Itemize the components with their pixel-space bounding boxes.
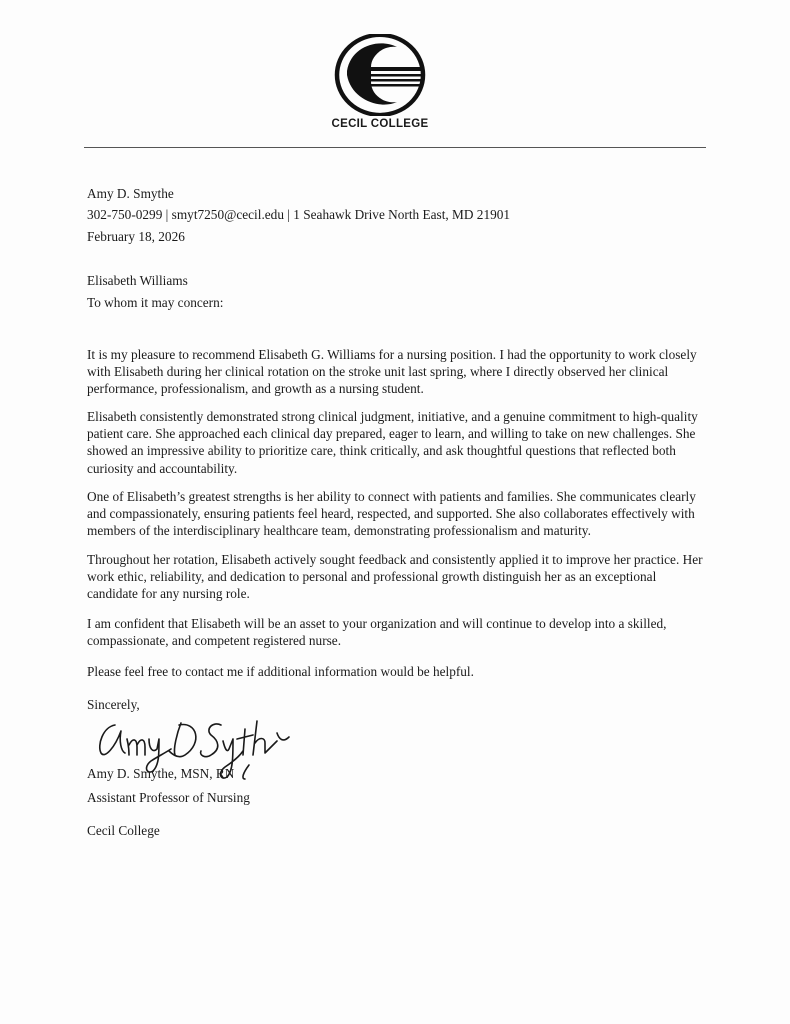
body-paragraph-6: Please feel free to contact me if additional information would be helpful. bbox=[87, 664, 474, 679]
salutation: To whom it may concern: bbox=[87, 295, 224, 310]
header-divider bbox=[84, 147, 706, 148]
signer-institution: Cecil College bbox=[87, 823, 160, 838]
paragraph-line: showed an impressive ability to prioritize care, think critically, and ask thoughtful questions that reflected both bbox=[87, 443, 676, 459]
recipient-name: Elisabeth Williams bbox=[87, 273, 188, 288]
sender-contact: 302-750-0299 | smyt7250@cecil.edu | 1 Seahawk Drive North East, MD 21901 bbox=[87, 207, 511, 222]
letter-date: February 18, 2026 bbox=[87, 229, 185, 244]
paragraph-line: curiosity and accountability. bbox=[87, 460, 238, 476]
paragraph-line: work ethic, reliability, and dedication to personal and professional growth distinguish her as an exceptional bbox=[87, 569, 657, 585]
paragraph-line: members of the interdisciplinary healthcare team, demonstrating professionalism and maturity. bbox=[87, 523, 591, 539]
college-logo-icon bbox=[331, 34, 429, 116]
paragraph-line: performance, professionalism, and growth as a nursing student. bbox=[87, 381, 424, 397]
paragraph-line: with Elisabeth during her clinical rotation on the stroke unit last spring, where I directly observed her clinical bbox=[87, 364, 669, 380]
college-letterhead bbox=[325, 34, 435, 130]
signer-name-credentials: Amy D. Smythe, MSN, RN bbox=[87, 766, 235, 781]
paragraph-line: It is my pleasure to recommend Elisabeth G. Williams for a nursing position. I had the opportunity to work closely bbox=[87, 347, 697, 362]
body-paragraph-3 bbox=[87, 488, 712, 540]
body-paragraph-2 bbox=[87, 408, 712, 477]
paragraph-line: One of Elisabeth’s greatest strengths is her ability to connect with patients and families. She communicates clearly bbox=[87, 489, 696, 504]
paragraph-line: I am confident that Elisabeth will be an asset to your organization and will continue to develop into a skilled, bbox=[87, 616, 667, 631]
college-name-wordmark: CECIL COLLEGE bbox=[331, 118, 429, 130]
paragraph-line: Elisabeth consistently demonstrated strong clinical judgment, initiative, and a genuine commitment to high-quality bbox=[87, 409, 698, 424]
paragraph-line: compassionate, and competent registered nurse. bbox=[87, 633, 342, 649]
sender-name: Amy D. Smythe bbox=[87, 186, 174, 201]
body-paragraph-1 bbox=[87, 346, 712, 398]
body-paragraph-4 bbox=[87, 551, 712, 603]
paragraph-line: patient care. She approached each clinical day prepared, eager to learn, and willing to take on new challenges. She bbox=[87, 426, 696, 442]
paragraph-line: and compassionately, ensuring patients feel heard, respected, and supported. She also collaborates effectively with bbox=[87, 506, 695, 522]
valediction: Sincerely, bbox=[87, 697, 140, 712]
body-paragraph-5 bbox=[87, 615, 712, 649]
paragraph-line: Throughout her rotation, Elisabeth actively sought feedback and consistently applied it to improve her practice. Her bbox=[87, 552, 703, 567]
signer-title: Assistant Professor of Nursing bbox=[87, 790, 250, 805]
paragraph-line: candidate for any nursing role. bbox=[87, 586, 250, 602]
